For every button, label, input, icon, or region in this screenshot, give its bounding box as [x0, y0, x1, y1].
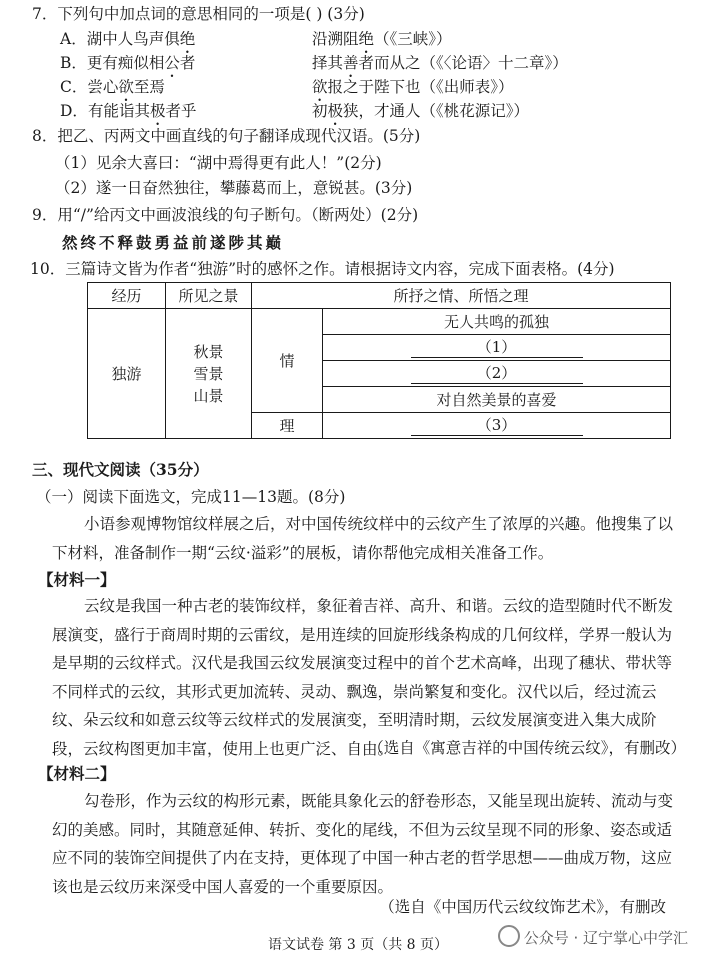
- table-cell-experience: 独游: [88, 309, 166, 439]
- table-qing-row-4: 对自然美景的喜爱: [323, 387, 671, 413]
- q8-item-2: （2）遂一日奋然独往，攀藤葛而上，意锐甚。(3分): [55, 179, 413, 197]
- material2-source: （选自《中国历代云纹纹饰艺术》，有删改: [379, 898, 666, 916]
- section3-intro: 小语参观博物馆纹样展之后，对中国传统纹样中的云纹产生了浓厚的兴趣。他搜集了以下材料，准备制作一期“云纹·溢彩”的展板，请你帮他完成相关准备工作。: [52, 515, 674, 562]
- material1-title: 【材料一】: [38, 570, 116, 589]
- answer-blank-2[interactable]: （2）: [411, 363, 583, 384]
- section3-subtitle: （一）阅读下面选文，完成11—13题。(8分): [36, 488, 346, 506]
- material2-text: 勾卷形，作为云纹的构形元素，既能具象化云的舒卷形态，又能呈现出旋转、流动与变幻的美感。同时，其随意延伸、转折、变化的尾线，不但为云纹呈现不同的形象、姿态或适应不同的装饰空间提供了内在支持，更体现了中国一种古老的哲学思想——曲成万物，这应该也是云纹历来深受中国人喜爱的一个重要原因。: [52, 792, 674, 896]
- material1-text: 云纹是我国一种古老的装饰纹样，象征着吉祥、高升、和谐。云纹的造型随时代不断发展演变，盛行于商周时期的云雷纹，是用连续的回旋形线条构成的几何纹样，学界一般认为是早期的云纹样式。汉代是我国云纹发展演变过程中的首个艺术高峰，出现了穗状、带状等不同样式的云纹，其形式更加流转、灵动、飘逸，崇尚繁复和变化。汉代以后，经过流云纹、朵云纹和如意云纹等云纹样式的发展演变，至明清时期，云纹发展演变进入集大成阶段，云纹构图更加丰富，使用上也更广泛、自由。: [52, 597, 674, 758]
- scene-autumn: 秋景: [193, 342, 224, 361]
- table-qing-row-2: [323, 335, 671, 361]
- answer-blank-1[interactable]: （1）: [411, 337, 583, 358]
- q7-stem: 7．下列句中加点词的意思相同的一项是( ) (3分): [32, 5, 365, 23]
- table-header-scene: 所见之景: [166, 283, 252, 309]
- table-qing-row-1: 无人共鸣的孤独: [323, 309, 671, 335]
- scene-snow: 雪景: [193, 364, 224, 383]
- q7-option-d-right: 初极狭，才通人（《桃花源记》）: [312, 102, 530, 120]
- table-cell-scenes: [166, 309, 252, 439]
- q7-option-a-right: 沿溯阻绝（《三峡》）: [312, 30, 452, 48]
- table-qing-row-3: [323, 361, 671, 387]
- table-li-row: [323, 413, 671, 439]
- answer-blank-3[interactable]: （3）: [411, 415, 583, 436]
- q10-stem: 10．三篇诗文皆为作者“独游”时的感怀之作。请根据诗文内容，完成下面表格。(4分): [30, 260, 615, 278]
- page-footer: 语文试卷 第 3 页（共 8 页）: [267, 937, 449, 953]
- table-header-feeling: 所抒之情、所悟之理: [252, 283, 671, 309]
- q7-option-c-right: 欲报之于陛下也（《出师表》）: [312, 78, 514, 96]
- q10-table: [87, 282, 671, 439]
- q7-option-b-left: B．更有痴似相公者: [60, 54, 196, 72]
- q7-option-a-left: A．湖中人鸟声俱绝: [60, 30, 196, 48]
- material2-title: 【材料二】: [38, 764, 116, 783]
- table-header-experience: 经历: [88, 283, 166, 309]
- section3-title: 三、现代文阅读（35分）: [32, 460, 209, 479]
- q7-option-d-left: D．有能诣其极者乎: [60, 102, 197, 120]
- q7-option-b-right: 择其善者而从之（《〈论语〉十二章》）: [312, 54, 568, 72]
- wechat-icon: [498, 925, 520, 947]
- q7-option-c-left: C．尝心欲至焉: [60, 78, 165, 96]
- q9-sentence: 然终不释鼓勇益前遂陟其巅: [62, 233, 285, 252]
- scene-mountain: 山景: [193, 386, 224, 405]
- q8-item-1: （1）见余大喜曰：“湖中焉得更有此人！”(2分): [55, 154, 382, 172]
- watermark: 公众号 · 辽宁掌心中学汇: [498, 925, 688, 948]
- q8-stem: 8．把乙、丙两文中画直线的句子翻译成现代汉语。(5分): [32, 127, 421, 145]
- table-label-qing: 情: [252, 309, 323, 413]
- material1-source: （选自《寓意吉祥的中国传统云纹》，有删改）: [368, 739, 686, 757]
- table-label-li: 理: [252, 413, 323, 439]
- q9-stem: 9．用“/”给丙文中画波浪线的句子断句。（断两处）(2分): [32, 206, 419, 224]
